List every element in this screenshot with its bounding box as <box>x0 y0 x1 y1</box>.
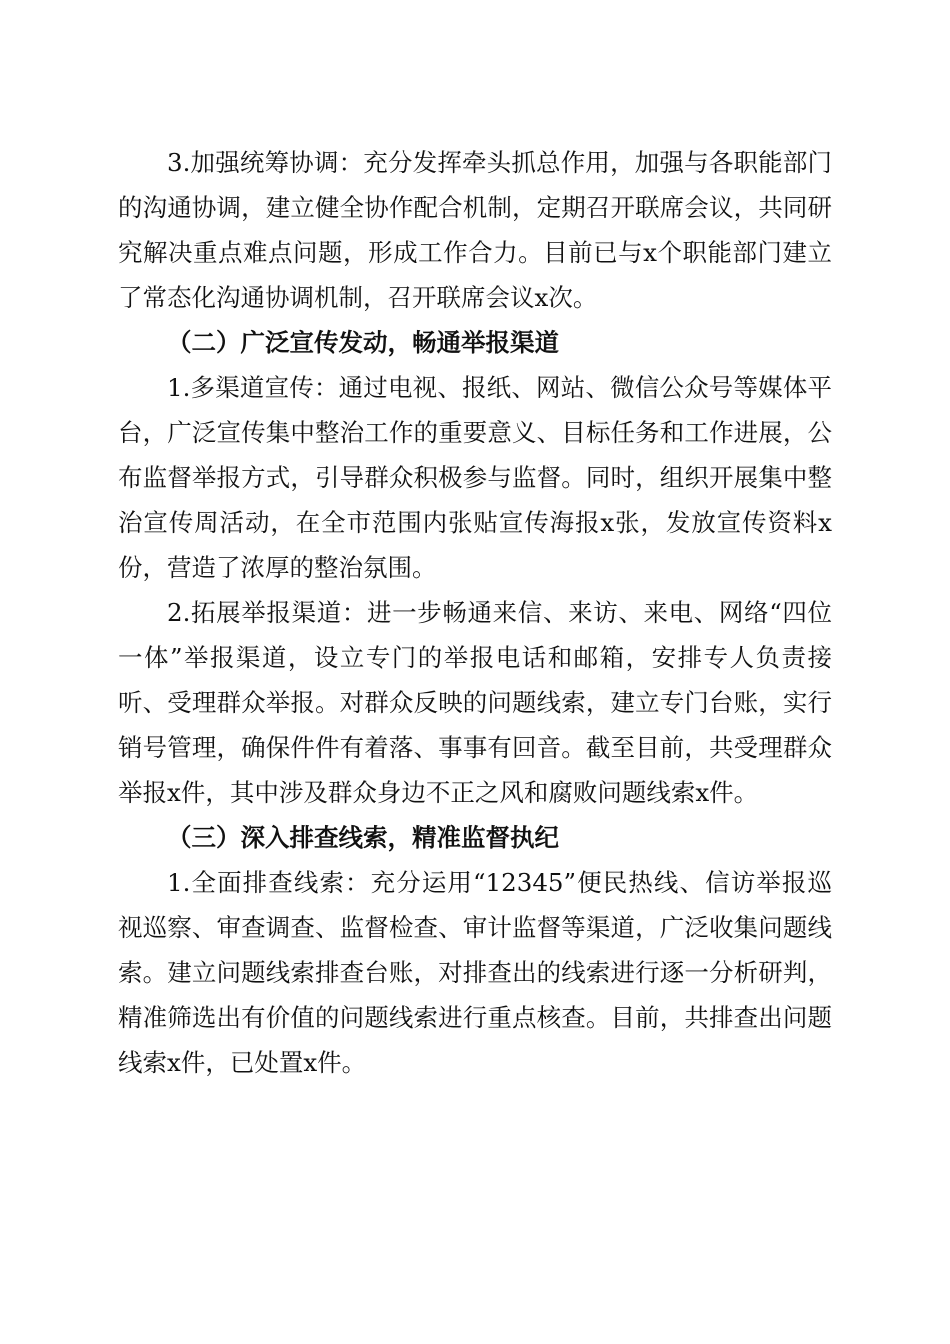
paragraph-clue-screening: 1.全面排查线索：充分运用“12345”便民热线、信访举报巡视巡察、审查调查、监督检查、审计监督等渠道，广泛收集问题线索。建立问题线索排查台账，对排查出的线索进行逐一分析研判，精准筛选出有价值的问题线索进行重点核查。目前，共排查出问题线索x件，已处置x件。 <box>118 868 832 1077</box>
paragraph-coordination: 3.加强统筹协调：充分发挥牵头抓总作用，加强与各职能部门的沟通协调，建立健全协作配合机制，定期召开联席会议，共同研究解决重点难点问题，形成工作合力。目前已与x个职能部门建立了常态化沟通协调机制，召开联席会议x次。 <box>118 148 832 312</box>
document-body <box>118 140 832 1085</box>
paragraph-multi-channel-publicity: 1.多渠道宣传：通过电视、报纸、网站、微信公众号等媒体平台，广泛宣传集中整治工作的重要意义、目标任务和工作进展，公布监督举报方式，引导群众积极参与监督。同时，组织开展集中整治宣传周活动，在全市范围内张贴宣传海报x张，发放宣传资料x份，营造了浓厚的整治氛围。 <box>118 373 832 582</box>
section-heading-publicity: （二）广泛宣传发动，畅通举报渠道 <box>167 328 559 357</box>
paragraph-reporting-channels: 2.拓展举报渠道：进一步畅通来信、来访、来电、网络“四位一体”举报渠道，设立专门的举报电话和邮箱，安排专人负责接听、受理群众举报。对群众反映的问题线索，建立专门台账，实行销号管理，确保件件有着落、事事有回音。截至目前，共受理群众举报x件，其中涉及群众身边不正之风和腐败问题线索x件。 <box>118 598 832 807</box>
section-heading-investigation: （三）深入排查线索，精准监督执纪 <box>167 823 559 852</box>
